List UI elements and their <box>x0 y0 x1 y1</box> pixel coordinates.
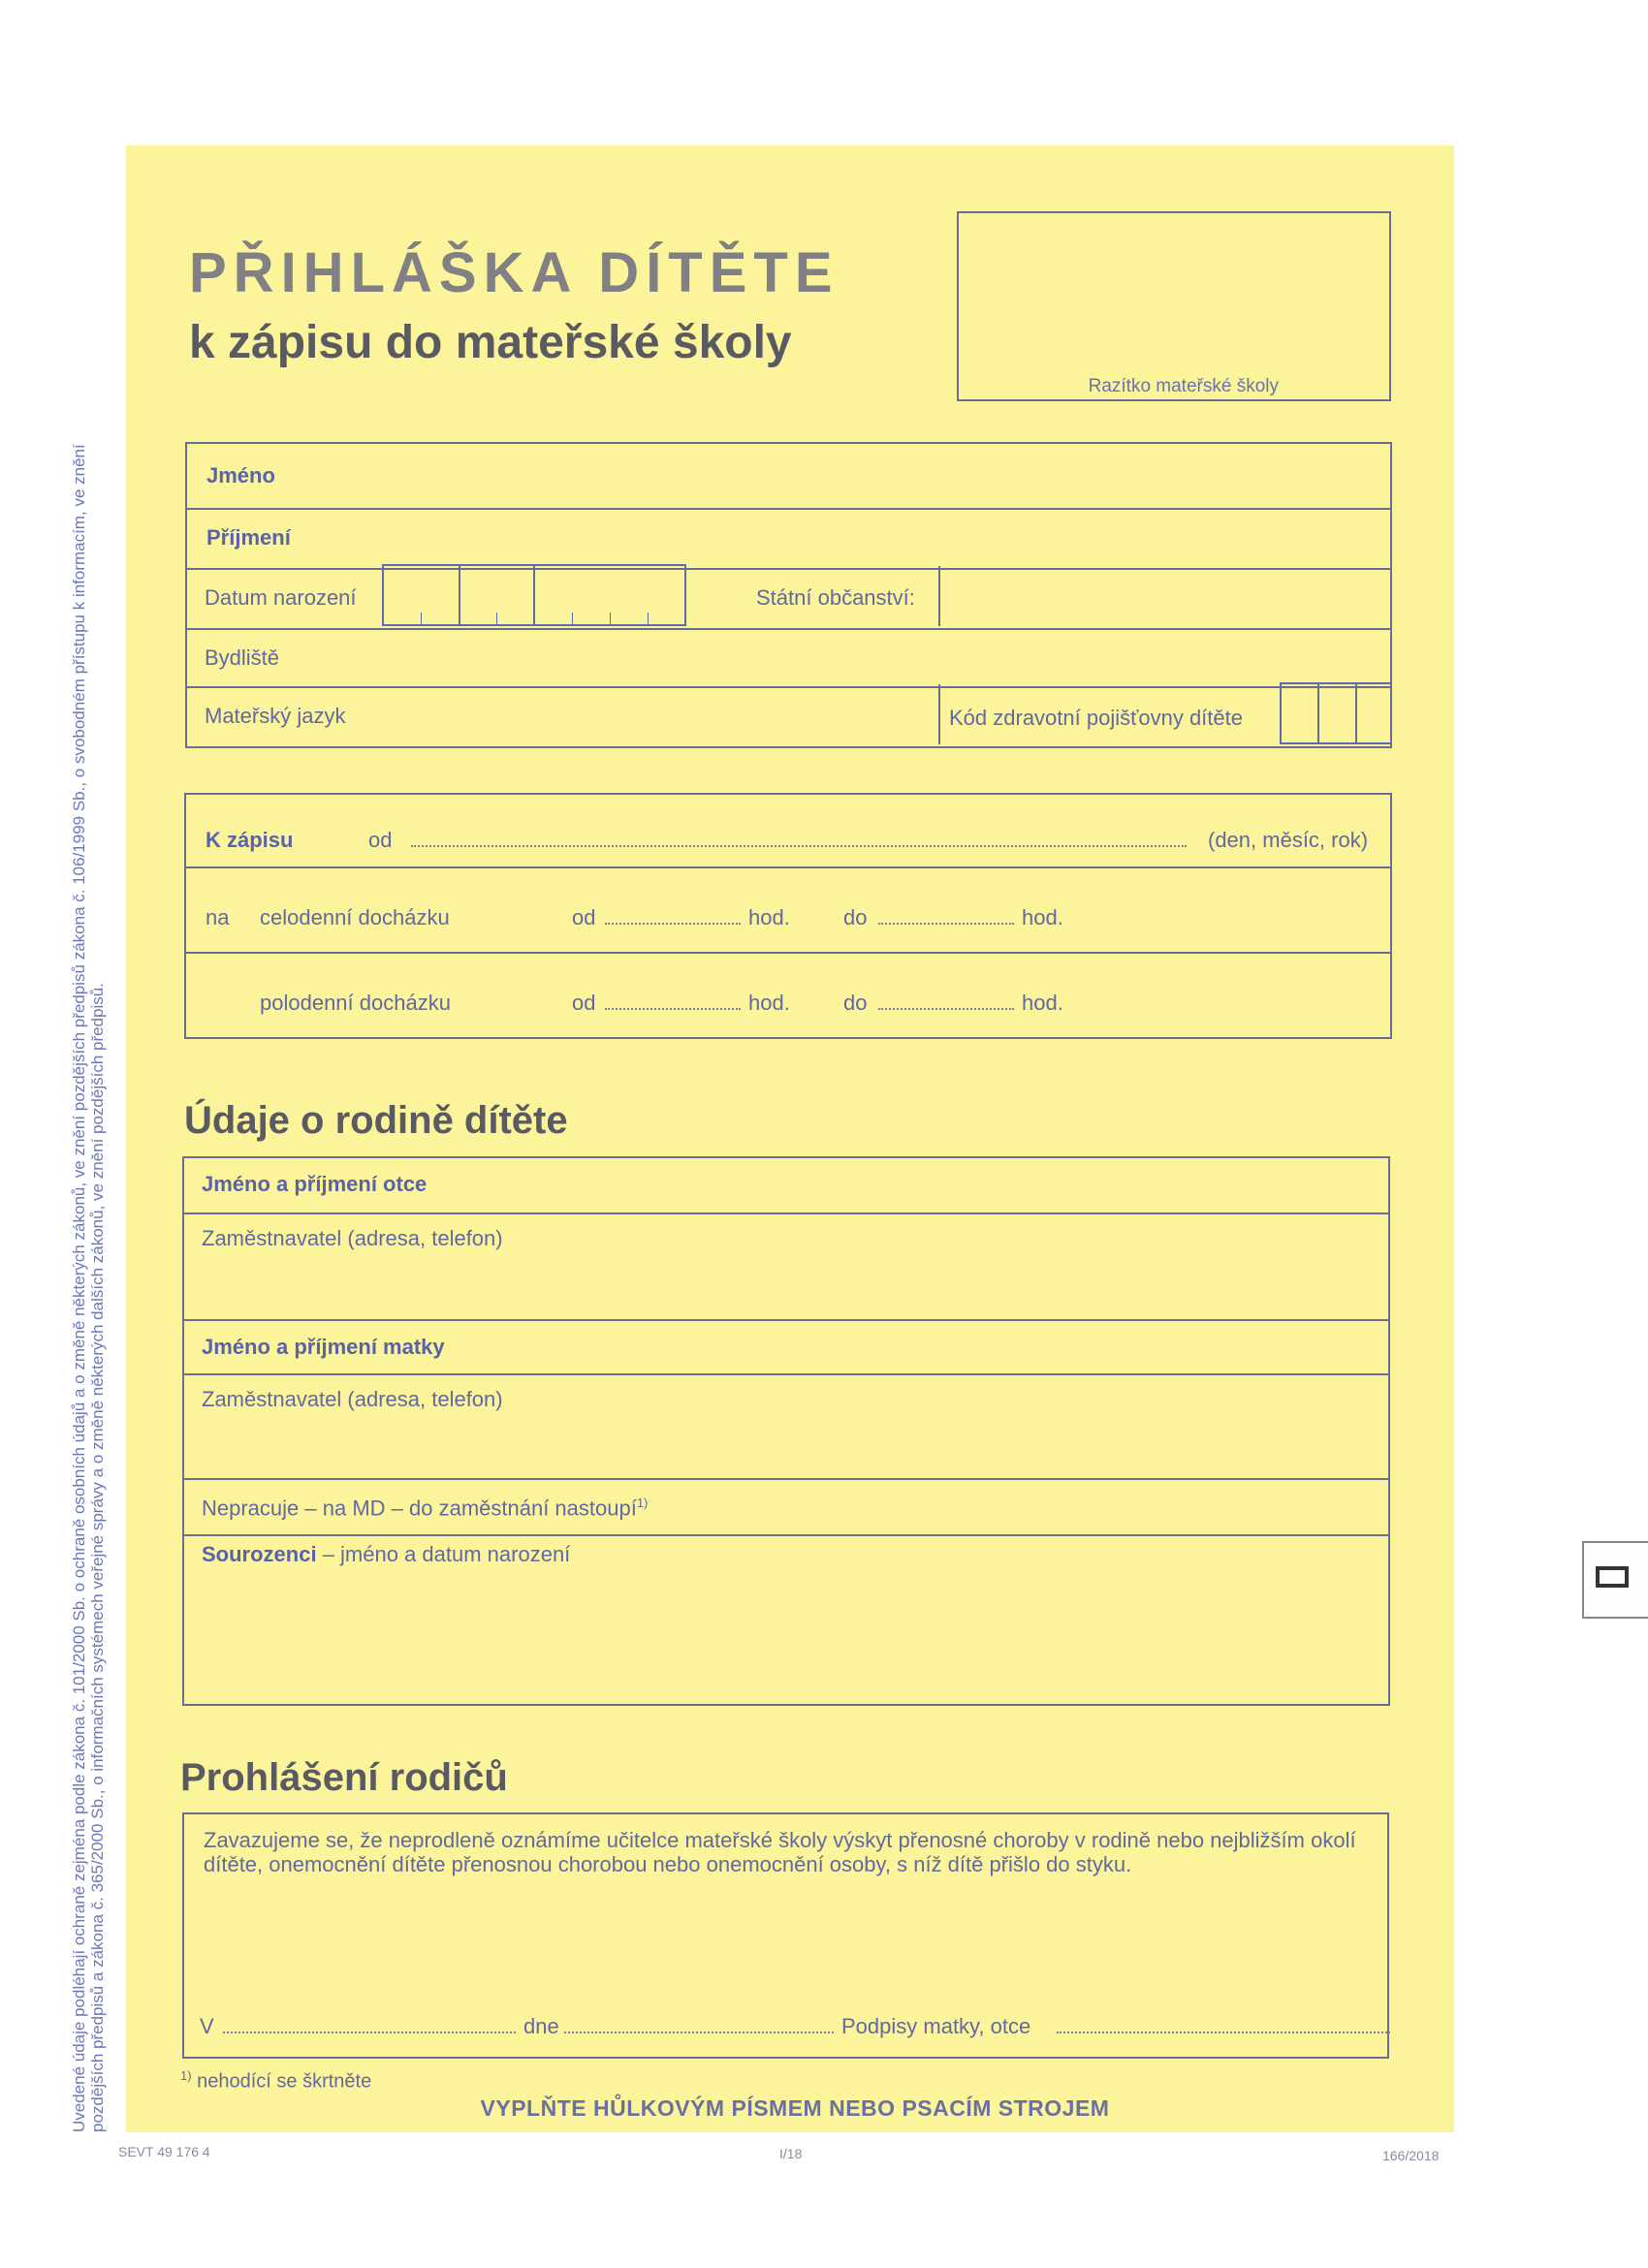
family-box <box>182 1156 1390 1706</box>
footnote: $^{1)}$ nehodící se škrtněte <box>180 2068 372 2093</box>
attendance-on-label: na <box>206 905 230 929</box>
father-name-label: Jméno a příjmení otce <box>202 1172 428 1196</box>
insurance-code-label: Kód zdravotní pojišťovny dítěte <box>949 706 1243 730</box>
legal-note-line-1: Uvedené údaje podléhají ochraně zejména podle zákona č. 101/2000 Sb. o ochraně osobních údajů a o změně některých zákonů, ve znění pozdějších předpisů zákona č. 106/1999 Sb., o svobodném přístupu k informacím, ve znění <box>70 444 88 2132</box>
first-name-label: Jméno <box>206 463 275 488</box>
first-name-row[interactable] <box>187 444 1390 510</box>
birth-date-day-month-field[interactable] <box>382 564 535 626</box>
not-working-row[interactable] <box>184 1478 1388 1536</box>
child-details-box <box>185 442 1392 748</box>
full-day-label: celodenní docházku <box>260 905 450 929</box>
father-name-row[interactable] <box>184 1158 1388 1214</box>
siblings-label: Sourozenci – jméno a datum narození <box>202 1542 571 1566</box>
language-insurance-row <box>187 686 1390 746</box>
half-day-label: polodenní docházku <box>260 991 451 1015</box>
declaration-text: Zavazujeme se, že neprodleně oznámíme učitelce mateřské školy výskyt přenosné choroby v rodině nebo nejbližším okolí dítěte, onemocnění dítěte přenosnou chorobou nebo onemocnění osoby, s níž dítě přišlo do styku. <box>204 1828 1356 1876</box>
form-subtitle: k zápisu do mateřské školy <box>189 317 792 368</box>
mother-tongue-label: Mateřský jazyk <box>205 704 346 728</box>
half-day-from-label: od <box>572 991 596 1015</box>
enrollment-label: K zápisu <box>206 828 294 852</box>
declaration-heading: Prohlášení rodičů <box>180 1756 508 1799</box>
citizenship-field[interactable] <box>941 568 1390 626</box>
full-day-from-label: od <box>572 905 596 929</box>
birth-date-row <box>187 568 1390 630</box>
legal-note <box>70 145 107 2132</box>
fill-instruction: VYPLŇTE HŮLKOVÝM PÍSMEM NEBO PSACÍM STROJEM <box>480 2095 1110 2121</box>
full-day-row[interactable] <box>186 866 1390 954</box>
mother-employer-label: Zaměstnavatel (adresa, telefon) <box>202 1387 503 1411</box>
residence-label: Bydliště <box>205 646 280 670</box>
mother-employer-row[interactable] <box>184 1373 1388 1480</box>
last-name-label: Příjmení <box>206 525 291 550</box>
birth-date-year-field[interactable] <box>533 564 686 626</box>
form-code-center: I/18 <box>779 2146 803 2161</box>
father-employer-label: Zaměstnavatel (adresa, telefon) <box>202 1226 503 1250</box>
father-employer-row[interactable] <box>184 1213 1388 1321</box>
binder-clip-icon <box>1582 1541 1648 1619</box>
half-day-hours-from: hod. <box>748 991 790 1015</box>
mother-name-row[interactable] <box>184 1319 1388 1375</box>
mother-name-label: Jméno a příjmení matky <box>202 1335 445 1359</box>
enrollment-date-hint: (den, měsíc, rok) <box>1208 828 1369 852</box>
insurance-code-field[interactable] <box>1280 682 1392 744</box>
place-label: V <box>200 2014 214 2038</box>
residence-row[interactable] <box>187 628 1390 688</box>
half-day-hours-to: hod. <box>1022 991 1063 1015</box>
signatures-label: Podpisy matky, otce <box>841 2014 1031 2038</box>
citizenship-label: Státní občanství: <box>756 585 915 610</box>
enrollment-date-row[interactable] <box>186 795 1390 868</box>
date-label: dne <box>523 2014 559 2038</box>
stamp-label: Razítko mateřské školy <box>1088 376 1279 396</box>
enrollment-from-label: od <box>368 828 393 852</box>
half-day-row[interactable] <box>186 952 1390 1037</box>
birth-date-label: Datum narození <box>205 585 357 610</box>
siblings-row[interactable] <box>184 1534 1388 1704</box>
half-day-to-label: do <box>843 991 868 1015</box>
not-working-label: Nepracuje – na MD – do zaměstnání nastoupí$^{1)}$ <box>202 1496 649 1521</box>
legal-note-line-2: pozdějších předpisů a zákona č. 365/2000 Sb., o informačních systémech veřejné správy a o změně některých dalších zákonů, ve znění pozdějších předpisů. <box>88 983 107 2132</box>
full-day-hours-to: hod. <box>1022 905 1063 929</box>
enrollment-box <box>184 793 1392 1039</box>
declaration-box <box>182 1812 1389 2059</box>
form-code-right: 166/2018 <box>1382 2148 1440 2163</box>
full-day-hours-from: hod. <box>748 905 790 929</box>
school-stamp-box[interactable] <box>957 211 1391 401</box>
full-day-to-label: do <box>843 905 868 929</box>
form-code-left: SEVT 49 176 4 <box>118 2144 210 2159</box>
form-title: PŘIHLÁŠKA DÍTĚTE <box>189 241 840 304</box>
family-heading: Údaje o rodině dítěte <box>184 1099 568 1142</box>
last-name-row[interactable] <box>187 508 1390 570</box>
